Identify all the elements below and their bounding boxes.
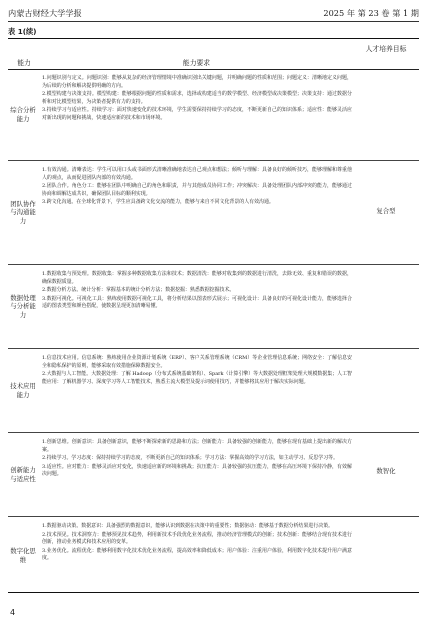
row-requirements xyxy=(42,523,352,564)
page-header xyxy=(8,6,419,20)
table-row xyxy=(8,517,419,594)
requirement-item: 3.业务优化。流程优化：能够利用数字化技术优化业务流程，提高效率和降低成本；用户体验：注重用户体验，利用数字化技术提升用户满意度。 xyxy=(42,547,352,562)
requirement-item: 1.有效沟通。清晰表达：学生可以用口头或书面形式清晰准确地表达自己观点和想法；倾听与理解：具备良好的倾听技巧，能够理解和尊重他人的观点，从而促进团队内部的有效沟通。 xyxy=(42,167,352,181)
row-ability: 数据处理与分析能力 xyxy=(10,293,36,319)
goal-compound: 复合型 xyxy=(376,207,396,215)
row-requirements xyxy=(42,271,352,312)
row-ability: 数字化思维 xyxy=(10,547,36,564)
requirement-item: 3.数据可视化。可视化工具：熟练使用数据可视化工具，将分析结果以图表形式展示；可视化设计：具备良好的可视化设计能力，能够选择合适的图表类型和颜色搭配，使数据呈现更加清晰易懂。 xyxy=(42,295,352,310)
requirement-item: 2.数据分析方法。统计分析：掌握基本的统计分析方法；数据挖掘：熟悉数据挖掘技术。 xyxy=(42,287,235,294)
row-ability: 综合分析能力 xyxy=(10,106,36,123)
journal-name: 内蒙古财经大学学报 xyxy=(8,7,82,18)
issue-info: 2025 年 第 23 卷 第 1 期 xyxy=(323,7,419,18)
row-requirements xyxy=(42,75,352,124)
competency-table xyxy=(8,38,419,593)
requirement-item: 1.创新思维。创新意识：具备创新意识，能够不断探索新的思路和方法；创新能力：具备较强的创新能力，能够在现有基础上提出新的解决方案。 xyxy=(42,439,352,453)
page-number: 4 xyxy=(10,608,16,617)
table-caption: 表 1(续) xyxy=(8,27,37,36)
table-row xyxy=(8,349,419,433)
requirement-item: 3.适应性。应对能力：能够灵活应对变化，快速适应新的环境和挑战；抗压能力：具备较强的抗压能力，能够在高压环境下保持冷静，有效解决问题。 xyxy=(42,463,352,478)
requirement-item: 3.跨文化沟通。在全球化背景下，学生应具备跨文化交流的能力，能够与来自不同文化背景的人有效沟通。 xyxy=(42,199,274,206)
table-row xyxy=(8,265,419,349)
goal-digital: 数智化 xyxy=(376,467,396,475)
row-requirements xyxy=(42,439,352,480)
row-ability: 技术应用能力 xyxy=(10,382,36,399)
table-header xyxy=(8,39,419,70)
row-ability: 团队协作与沟通能力 xyxy=(10,199,36,225)
requirement-item: 1.数据收集与预处理。数据收集：掌握多种数据收集方法和技术；数据清洗：能够对收集到的数据进行清洗，去除无效、重复和错误的数据，确保数据质量。 xyxy=(42,271,352,285)
requirement-item: 3.持续学习与适应性。持续学习：面对快速变化的技术环境，学生需要保持持续学习的态度，不断更新自己的知识体系；适应性：能够灵活应对新出现的问题和挑战，快速适应新的技术和市场环境。 xyxy=(42,107,352,121)
requirement-item: 1.问题识别与定义。问题识别：能够从复杂的经济管理情境中准确识别出关键问题，并明确问题的性质和范围；问题定义：清晰地定义问题，为后续的分析和解决提供明确的方向。 xyxy=(42,75,352,89)
requirement-item: 1.信息技术应用。信息系统：熟练使用企业资源计划系统（ERP）、客户关系管理系统（CRM）等企业管理信息系统；网络安全：了解信息安全和隐私保护的原则，能够采取有效措施保障数据安全。 xyxy=(42,355,352,369)
header-goal: 人才培养目标 xyxy=(365,45,407,53)
header-ability: 能力 xyxy=(17,59,31,67)
requirement-item: 2.持续学习。学习态度：保持持续学习的态度，不断更新自己的知识体系；学习方法：掌握高效的学习方法，如主动学习、反思学习等。 xyxy=(42,455,339,462)
requirement-item: 2.模型构建与决策支持。模型构建：能够根据问题的性质和需求，选择或构建适当的数学模型、经济模型或决策模型；决策支持：通过数据分析和对比模型结果，为决策者提供有力的支持。 xyxy=(42,91,352,105)
header-requirement: 能力要求 xyxy=(182,59,211,67)
row-requirements xyxy=(42,355,352,387)
row-requirements xyxy=(42,167,352,208)
requirement-item: 1.数据驱动决策。数据意识：具备强烈的数据意识，能够认识到数据在决策中的重要性；数据驱动：能够基于数据分析结果进行决策。 xyxy=(42,523,334,529)
row-ability: 创新能力与适应性 xyxy=(10,466,36,483)
table-row xyxy=(8,69,419,161)
header-rule xyxy=(8,21,419,22)
requirement-item: 2.团队合作。角色分工：能够在团队中明确自己的角色和职责，并与其他成员协同工作；冲突解决：具备处理团队内部冲突的能力，能够通过协商和调解达成共识，确保团队目标的顺利实现。 xyxy=(42,183,352,197)
table-row xyxy=(8,433,419,517)
requirement-item: 2.技术预见。技术洞察力：能够预见技术趋势，利用新技术手段优化业务流程，推动经济管理模式的创新；技术创新：能够结合现有技术进行创新，推动业务模式和技术应用的变革。 xyxy=(42,531,352,546)
requirement-item: 2.大数据与人工智能。大数据处理：了解 Hadoop（分布式系统基础架构）、Spark（计算引擎）等大数据处理框架处理大规模数据集；人工智能应用：了解机器学习、深度学习等人工智能技术，熟悉主流大模型及提示词使用技巧，并能够将其应用于解决实际问题。 xyxy=(42,371,352,385)
